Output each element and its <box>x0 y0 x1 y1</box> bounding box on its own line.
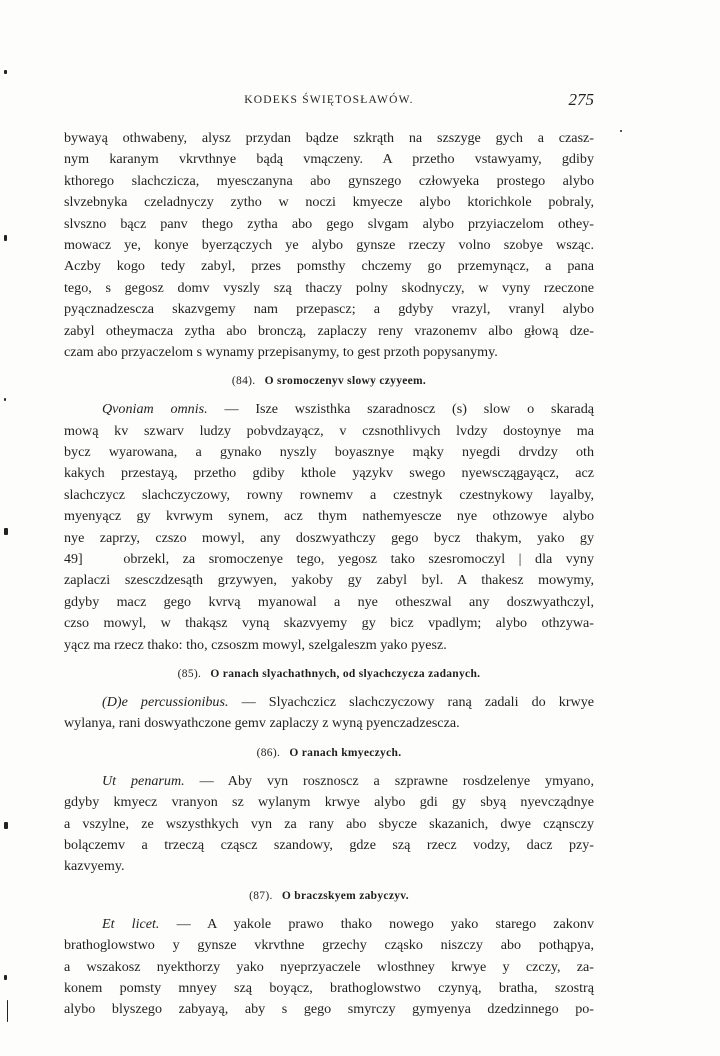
text-line: nye zaprzy, czszo mowyl, any doszwyathczy gego bycz thakym, yako gy <box>64 529 594 546</box>
margin-tick <box>7 1000 8 1022</box>
text-line: czam abo przyaczelom s wynamy przepisanymy, to gest przoth popysanymy. <box>64 343 498 360</box>
margin-dot <box>620 130 622 132</box>
text-line: zabyl otheymacza zytha abo bronczą, zaplaczy reny vrazonemv albo głową dze- <box>64 322 594 339</box>
text-run: — Slyachczicz slachczyczowy raną zadali do krwye <box>241 693 594 710</box>
section-heading-85 <box>64 664 594 685</box>
section-body-84 <box>64 399 594 656</box>
text-line <box>64 549 594 570</box>
section-body-85 <box>64 692 594 735</box>
text-line: slvzebnyka czeladnyczy zytho w noczi kmyecze alybo ktorichkole pobraly, <box>64 194 594 211</box>
body-text <box>64 128 594 1021</box>
text-line: wylanya, rani doswyathczone gemv zaplaczy z wyną pyenczadzescza. <box>64 715 460 732</box>
text-line: czso mowyl, w thakąsz vyną skazvyemy gy bicz vpadlym; alybo othzywa- <box>64 615 594 632</box>
text-line: brathoglowstwo y gynsze vkrvthne grzechy cząsko niszczy abo pothąpya, <box>64 937 594 954</box>
section-number: (85). <box>177 667 202 680</box>
text-run: — A yakole prawo thako nowego yako starego zakonv <box>176 915 594 932</box>
section-number: (87). <box>249 889 273 902</box>
text-line: konem pomsty mnyey szą boyącz, brathoglowstwo czynyą, bratha, szostrą <box>64 979 594 996</box>
text-line: a wszakosz nyekthorzy yako nyeprzyaczele wlosthney krwye y czczy, za- <box>64 958 594 975</box>
running-title: KODEKS ŚWIĘTOSŁAWÓW. <box>244 94 414 106</box>
incipit: Et licet. <box>102 915 160 932</box>
text-line: gdyby kmyecz vranyon sz wylanym krwye alybo gdi gy sbyą nyevcządnye <box>64 794 594 811</box>
page-number: 275 <box>568 90 594 109</box>
text-line: slvszno bącz panv thego zytha abo gego slvgam alybo przyiaczelom othey- <box>64 215 594 232</box>
text-line: slachczycz slachczyczowy, rowny rownemv a czestnyk czestnykowy layalby, <box>64 486 594 503</box>
text-line: mową kv szwarv ludzy pobvdzayącz, v czsnothlivych lvdzy dostoynye ma <box>64 422 594 439</box>
text-run: — Isze wszisthka szaradnoscz (s) slow o skaradą <box>224 401 594 418</box>
margin-dot <box>4 975 7 980</box>
margin-folio-ref: 49] <box>64 552 83 568</box>
section-number: (86). <box>256 746 281 759</box>
text-line <box>64 692 594 713</box>
section-heading-84 <box>64 371 594 392</box>
margin-dot <box>4 398 6 401</box>
text-line <box>64 399 594 420</box>
text-line: Aczby kogo tedy zabyl, przes pomsthy chczemy go przemynącz, a pana <box>64 258 594 275</box>
margin-dot <box>4 822 8 829</box>
text-line: kakych przestayą, przetho gdiby kthole yązykv swego nyewsczągayącz, acz <box>64 465 594 482</box>
section-heading-86 <box>64 743 594 764</box>
text-line: yącz ma rzecz thako: tho, czsoszm mowyl, szelgaleszm yako pyesz. <box>64 636 447 653</box>
margin-dot <box>4 528 8 535</box>
text-run: obrzekl, za sromoczenye tego, yegosz tako szesromoczyl | dla vyny <box>123 551 594 568</box>
section-body-87 <box>64 914 594 1021</box>
text-line: alybo blyszego zabyayą, aby s gego smyrczy gymyenya dzedzinnego po- <box>64 1001 594 1018</box>
text-line: nym karanym vkrvthnye bądą vmączeny. A przetho vstawyamy, gdiby <box>64 151 594 168</box>
text-line: zaplaczi szesczdzesąth grzywyen, yakoby gy zabyl byl. A thakesz mowymy, <box>64 572 594 589</box>
incipit: (D)e percussionibus. <box>102 693 229 710</box>
running-head <box>64 90 594 112</box>
section-title: O braczskyem zabyczyv. <box>281 889 409 902</box>
text-line: bywayą othwabeny, alysz przydan bądze szkrąth na szszyge gych a czasz- <box>64 130 594 146</box>
section-title: O ranach slyachathnych, od slyachczycza zadanych. <box>210 667 481 680</box>
text-line: bolączemv a trzeczą cząscz szandowy, gdze szą rzecz vodzy, dacz pzy- <box>64 836 594 853</box>
text-line: kthorego slachczicza, myesczanyna abo gynszego człowyeka prostego alybo <box>64 172 594 189</box>
section-title: O sromoczenyv slowy czyyeem. <box>264 375 427 388</box>
section-number: (84). <box>231 375 256 388</box>
text-line: kazvyemy. <box>64 858 125 875</box>
section-title: O ranach kmyeczych. <box>289 746 402 759</box>
intro-paragraph <box>64 128 594 363</box>
text-line: myenyącz gy kvrwym synem, acz thym nathemyescze nye othzowye alybo <box>64 508 594 525</box>
text-run: — Aby vyn rosznoscz a szprawne rosdzelenye ymyano, <box>199 772 594 789</box>
margin-dot <box>4 235 7 241</box>
margin-dot <box>4 70 7 74</box>
section-body-86 <box>64 771 594 878</box>
incipit: Ut penarum. <box>102 772 185 789</box>
text-line: gdyby macz gego kvrvą myanowal a nye otheszwal any doszwyathczyl, <box>64 593 594 610</box>
section-heading-87 <box>64 886 594 907</box>
text-line: bycz wyarowana, a gynako nyszly boyasznye mąky nyegdi drvdzy oth <box>64 444 594 461</box>
incipit: Qvoniam omnis. <box>102 401 208 418</box>
text-line: mowacz ye, konye byerzączych ye alybo gynsze rzeczy volno szobye wsząc. <box>64 236 594 253</box>
text-line <box>64 771 594 792</box>
text-line: a vszylne, ze wszysthkych vyn za rany abo sbycze skazanich, dwye cząnsczy <box>64 815 594 832</box>
text-line: pyącznadzescza skazvgemy nam przepascz; a gdyby vrazyl, vranyl alybo <box>64 301 594 318</box>
text-line <box>64 914 594 935</box>
text-line: tego, s gegosz domv vyszly szą thaczy polny skodnyczy, w vyny rzeczone <box>64 279 594 296</box>
